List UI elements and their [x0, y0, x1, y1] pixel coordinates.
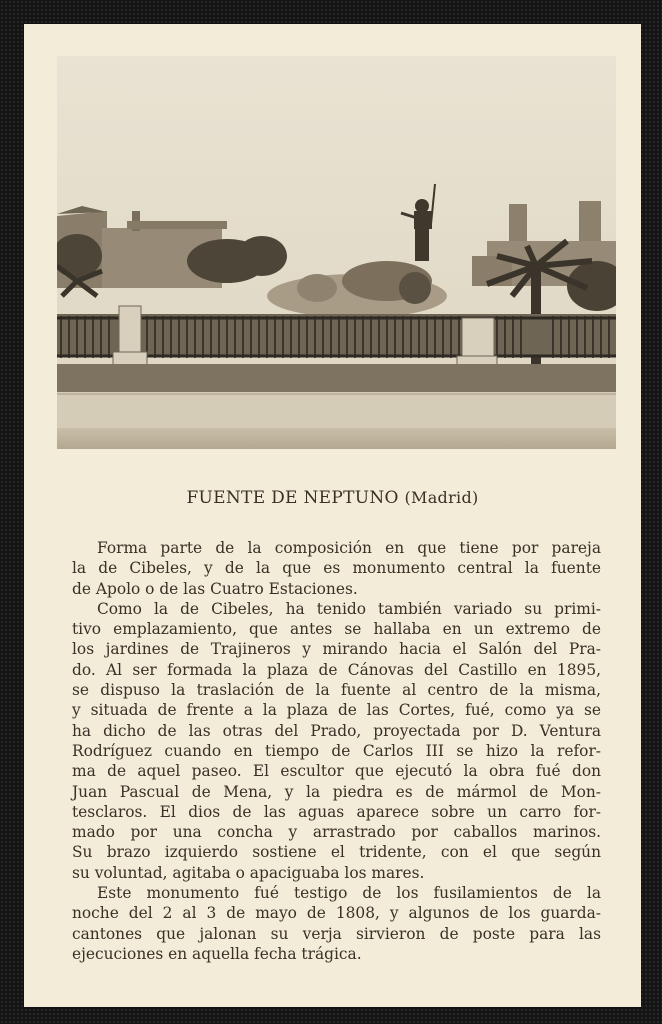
text-line: Forma parte de la composición en que tiene por pareja [97, 539, 601, 557]
text-line: Su brazo izquierdo sostiene el tridente, con el que según [72, 843, 601, 862]
postcard [24, 24, 641, 1007]
text-line: la de Cibeles, y de la que es monumento central la fuente [72, 559, 601, 578]
text-line: Como la de Cibeles, ha tenido también variado su primi- [97, 599, 601, 618]
text-line: Este monumento fué testigo de los fusilamientos de la [97, 884, 601, 903]
fountain-photo [57, 56, 616, 449]
text-line: noche del 2 al 3 de mayo de 1808, y algunos de los guarda- [72, 904, 601, 923]
text-line: ma de aquel paseo. El escultor que ejecutó la obra fué don [72, 762, 601, 781]
text-line: los jardines de Trajineros y mirando hacia el Salón del Pra- [72, 640, 601, 659]
text-line: cantones que jalonan su verja sirvieron de poste para las [72, 924, 601, 943]
text-line: Juan Pascual de Mena, y la piedra es de mármol de Mon- [72, 782, 601, 801]
text-line: tesclaros. El dios de las aguas aparece sobre un carro for- [72, 802, 601, 821]
caption [24, 488, 641, 508]
text-line: tivo emplazamiento, que antes se hallaba en un extremo de [72, 620, 601, 639]
text-line: ha dicho de las otras del Prado, proyectada por D. Ventura [72, 721, 601, 740]
caption-title: FUENTE DE NEPTUNO [186, 488, 399, 508]
paragraph-2 [72, 599, 601, 883]
paragraph-3 [72, 883, 601, 964]
text-line: su voluntad, agitaba o apaciguaba los mares. [72, 863, 425, 882]
caption-city: (Madrid) [404, 488, 479, 507]
text-line: y situada de frente a la plaza de las Cortes, fué, como ya se [72, 701, 601, 720]
description-text [72, 538, 601, 964]
text-line: se dispuso la traslación de la fuente al centro de la misma, [72, 681, 601, 700]
text-line: do. Al ser formada la plaza de Cánovas del Castillo en 1895, [72, 660, 601, 679]
text-line: mado por una concha y arrastrado por caballos marinos. [72, 823, 601, 842]
text-line: de Apolo o de las Cuatro Estaciones. [72, 579, 358, 598]
text-line: Rodríguez cuando en tiempo de Carlos III se hizo la refor- [72, 741, 601, 760]
paragraph-1 [72, 538, 601, 599]
text-line: ejecuciones en aquella fecha trágica. [72, 944, 362, 963]
